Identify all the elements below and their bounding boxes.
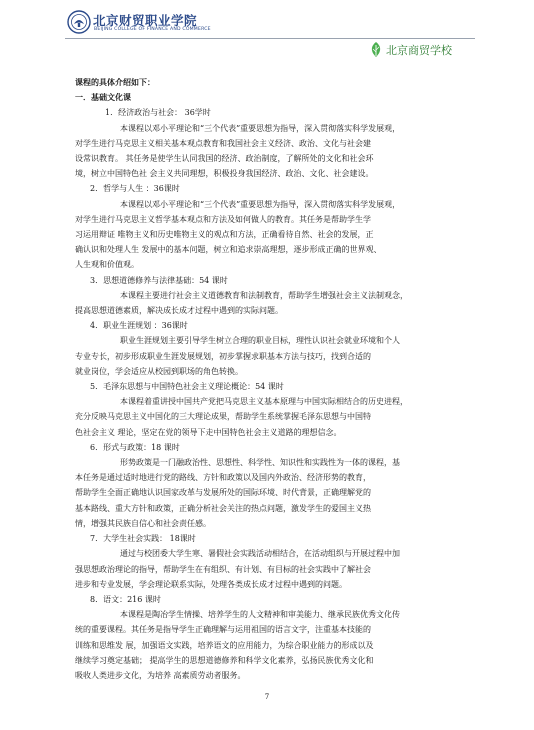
course-line: 统的重要课程。其任务是指导学生正确理解与运用祖国的语言文字，注重基本技能的 <box>75 625 371 635</box>
course-line: 设常识教育。 其任务是使学生认同我国的经济、政治制度，了解所处的文化和社会环 <box>75 154 374 164</box>
course-line: 训练和思维发 展，加强语文实践，培养语文的应用能力，为综合职业能力的形成以及 <box>75 640 374 650</box>
course-title: 7．大学生社会实践： 18课时 <box>90 534 196 544</box>
course-title: 6．形式与政策：18 课时 <box>90 442 180 452</box>
course-8 <box>75 592 475 683</box>
page-number: 7 <box>264 693 270 701</box>
document-body <box>75 75 475 683</box>
course-line: 专业专长，初步形成职业生涯发展规划，初步掌握求职基本方法与技巧，找到合适的 <box>75 351 371 361</box>
course-line: 对学生进行马克思主义相关基本观点教育和我国社会主义经济、政治、文化与社会建 <box>75 138 371 148</box>
course-line: 吸收人类进步文化，为培养 高素质劳动者服务。 <box>75 670 246 680</box>
college-logo-icon <box>67 10 91 34</box>
course-line: 本课程以邓小平理论和“三个代表”重要思想为指导，深入贯彻落实科学发展观， <box>120 199 401 209</box>
course-line: 提高思想道德素质，解决成长成才过程中遇到的实际问题。 <box>75 306 283 316</box>
course-line: 通过与校团委大学生寒、暑假社会实践活动相结合，在活动组织与开展过程中加 <box>120 549 400 559</box>
course-line: 继续学习奠定基础； 提高学生的思想道德修养和科学文化素养，弘扬民族优秀文化和 <box>75 655 374 665</box>
course-6 <box>75 440 475 531</box>
course-1 <box>75 105 475 181</box>
course-7 <box>75 531 475 592</box>
course-3 <box>75 273 475 319</box>
course-title: 3．思想道德修养与法律基础：54 课时 <box>90 275 228 285</box>
course-5 <box>75 379 475 440</box>
course-line: 本课程以邓小平理论和“三个代表”重要思想为指导，深入贯彻落实科学发展观， <box>120 123 401 133</box>
intro-heading: 课程的具体介绍如下： <box>75 77 155 87</box>
course-line: 本课程着重讲授中国共产党把马克思主义基本原理与中国实际相结合的历史进程， <box>120 397 408 407</box>
course-title: 5．毛泽东思想与中国特色社会主义理论概论：54 课时 <box>90 382 284 392</box>
course-4 <box>75 318 475 379</box>
college-name-en: BEIJING COLLEGE OF FINANCE AND COMMERCE <box>94 27 211 32</box>
school-name: 北京商贸学校 <box>386 44 452 57</box>
course-line: 职业生涯规划主要引导学生树立合理的职业目标，理性认识社会就业环境和个人 <box>120 336 400 346</box>
course-line: 形势政策是一门融政治性、思想性、科学性、知识性和实践性为一体的课程，基 <box>120 458 400 468</box>
section-heading: 一．基础文化课 <box>75 92 131 103</box>
course-line: 基本路线、重大方针和政策，正确分析社会关注的热点问题，激发学生的爱国主义热 <box>75 503 371 513</box>
course-title: 8．语文：216 课时 <box>90 594 161 604</box>
course-line: 强思想政治理论的指导，帮助学生在有组织、有计划、有目标的社会实践中了解社会 <box>75 564 371 574</box>
course-line: 帮助学生全面正确地认识国家改革与发展所处的国际环境、时代背景，正确理解党的 <box>75 488 371 498</box>
course-line: 进步和专业发展，学会理论联系实际，处理各类成长成才过程中遇到的问题。 <box>75 579 347 589</box>
header-divider <box>65 38 475 39</box>
course-line: 充分反映马克思主义中国化的三大理论成果，帮助学生系统掌握毛泽东思想与中国特 <box>75 412 371 422</box>
course-line: 对学生进行马克思主义哲学基本观点和方法及如何做人的教育。其任务是帮助学生学 <box>75 214 371 224</box>
course-line: 本任务是通过适时地进行党的路线、方针和政策以及国内外政治、经济形势的教育， <box>75 473 371 483</box>
course-line: 就业岗位，学会适应从校园到职场的角色转换。 <box>75 366 243 376</box>
course-line: 本课程是陶冶学生情操、培养学生的人文精神和审美能力、继承民族优秀文化传 <box>120 610 400 620</box>
course-2 <box>75 181 475 272</box>
college-name-cn: 北京财贸职业学院 <box>93 13 198 28</box>
course-line: 色社会主义 理论，坚定在党的领导下走中国特色社会主义道路的理想信念。 <box>75 427 342 437</box>
course-title: 2．哲学与人生 ：36课时 <box>90 184 180 194</box>
course-title: 4．职业生涯规划 ：36课时 <box>90 321 188 331</box>
course-line: 人生观和价值观。 <box>75 260 139 270</box>
school-logo-icon <box>368 41 384 58</box>
course-line: 本课程主要进行社会主义道德教育和法制教育，帮助学生增强社会主义法制观念， <box>120 290 408 300</box>
course-title: 1．经济政治与社会： 36学时 <box>105 108 211 118</box>
course-line: 境，树立中国特色社 会主义共同理想，积极投身我国经济、政治、文化、社会建设。 <box>75 169 374 179</box>
course-line: 习运用辩证 唯物主义和历史唯物主义的观点和方法，正确看待自然、社会的发展，正 <box>75 230 374 240</box>
course-line: 情，增强其民族自信心和社会责任感。 <box>75 518 211 528</box>
course-line: 确认识和处理人生 发展中的基本问题，树立和追求崇高理想，逐步形成正确的世界观、 <box>75 245 382 255</box>
